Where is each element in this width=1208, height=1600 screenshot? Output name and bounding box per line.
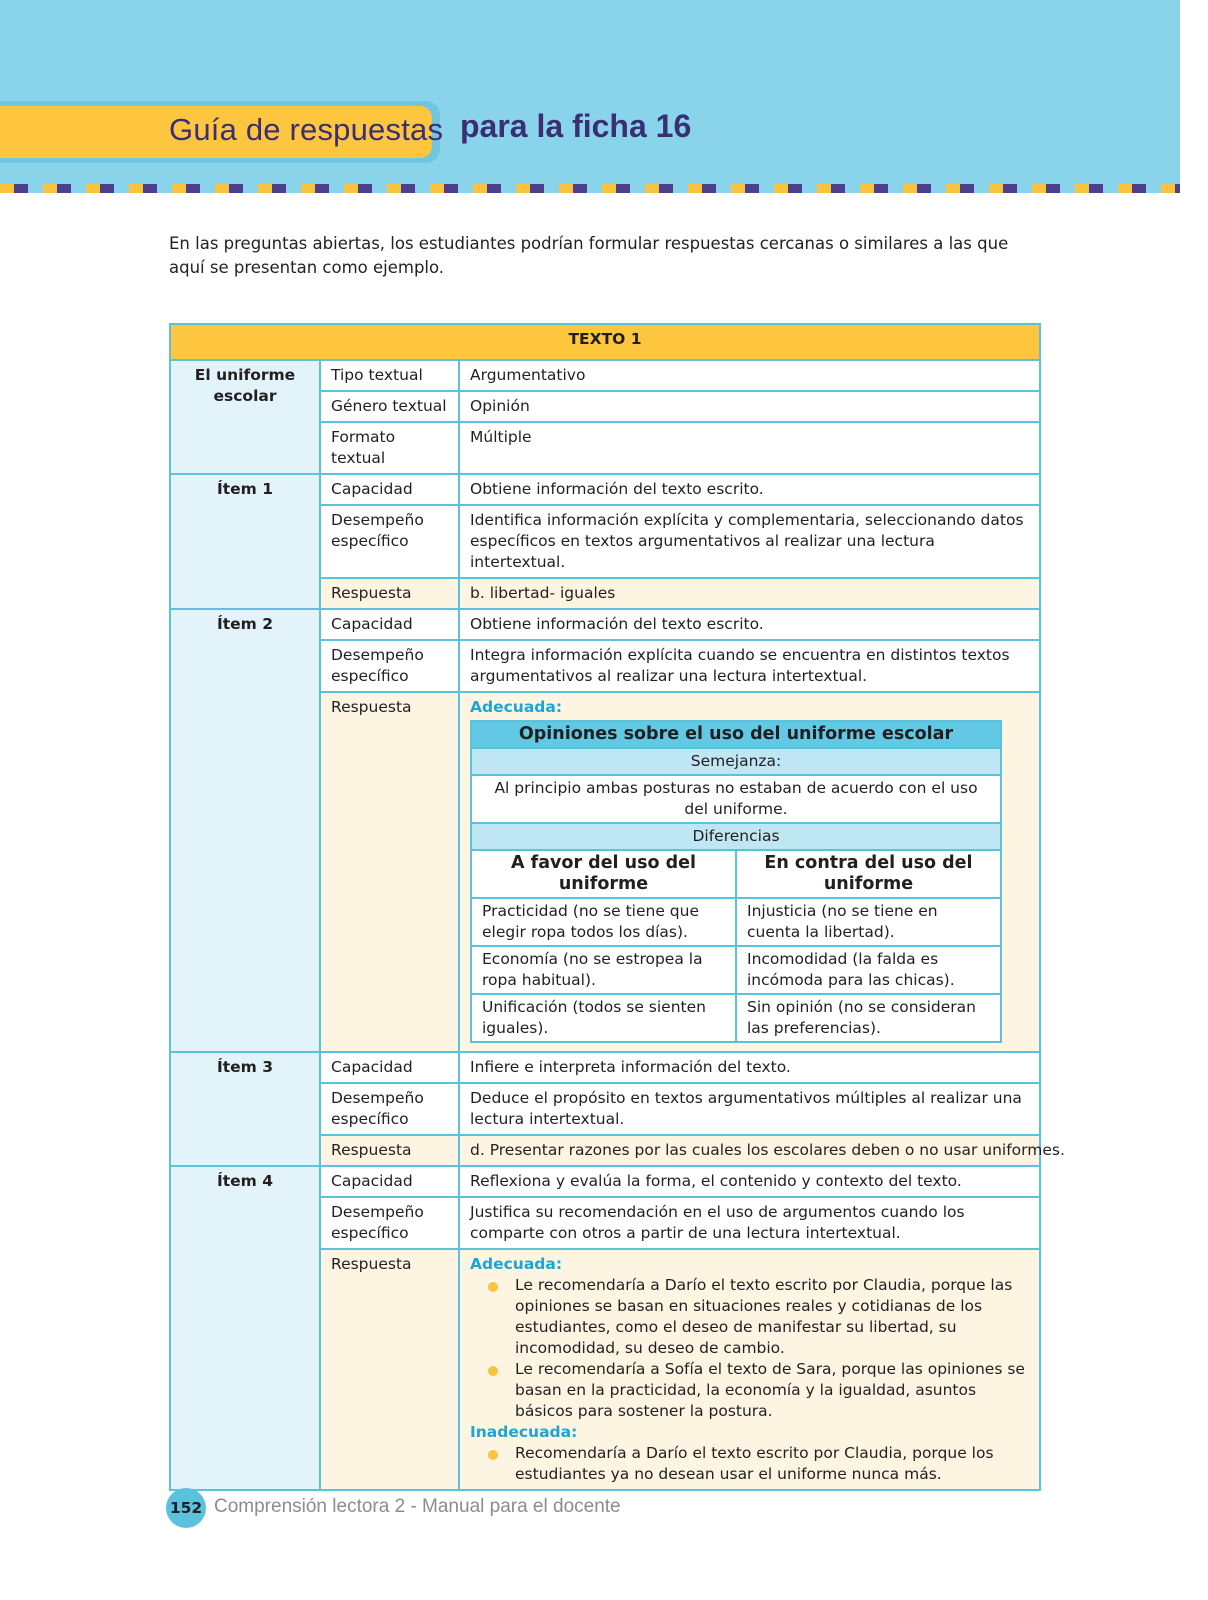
- bullet-icon: [488, 1450, 498, 1460]
- favor-cell: Practicidad (no se tiene que elegir ropa todos los días).: [471, 898, 736, 946]
- favor-cell: Unificación (todos se sienten iguales).: [471, 994, 736, 1042]
- row-value: Justifica su recomendación en el uso de argumentos cuando los comparte con otros a partir de una lectura intertextual.: [459, 1197, 1040, 1249]
- answer-value: b. libertad- iguales: [459, 578, 1040, 609]
- row-label: Formato textual: [320, 422, 459, 474]
- page-subtitle: para la ficha 16: [460, 108, 692, 144]
- similarity-text: Al principio ambas posturas no estaban de acuerdo con el uso del uniforme.: [471, 775, 1001, 823]
- table-heading: TEXTO 1: [170, 324, 1040, 360]
- intro-paragraph: En las preguntas abiertas, los estudiantes podrían formular respuestas cercanas o similares a las que aquí se presentan como ejemplo.: [169, 234, 1009, 277]
- section-label-item-3: Ítem 3: [170, 1052, 320, 1166]
- row-label: Respuesta: [320, 578, 459, 609]
- row-label: Capacidad: [320, 1166, 459, 1197]
- bullet-icon: [488, 1282, 498, 1292]
- page-title: Guía de respuestas: [169, 112, 444, 147]
- row-value: Reflexiona y evalúa la forma, el contenido y contexto del texto.: [459, 1166, 1040, 1197]
- row-label: Desempeño específico: [320, 640, 459, 692]
- inadequate-list: [470, 1443, 1029, 1485]
- row-value: Identifica información explícita y complementaria, seleccionando datos específicos en textos argumentativos al realizar una lectura intertextual.: [459, 505, 1040, 578]
- row-label: Género textual: [320, 391, 459, 422]
- opinions-table-title: Opiniones sobre el uso del uniforme escolar: [471, 721, 1001, 748]
- row-label: Desempeño específico: [320, 1083, 459, 1135]
- row-value: Obtiene información del texto escrito.: [459, 609, 1040, 640]
- adequate-label: Adecuada:: [470, 1255, 563, 1273]
- row-label: Desempeño específico: [320, 505, 459, 578]
- row-label: Capacidad: [320, 1052, 459, 1083]
- section-label-item-1: Ítem 1: [170, 474, 320, 609]
- header-stripe: [0, 184, 1180, 193]
- page-number: 152: [166, 1488, 206, 1528]
- answer-cell: [459, 1249, 1040, 1490]
- row-value: Infiere e interpreta información del texto.: [459, 1052, 1040, 1083]
- row-value: Deduce el propósito en textos argumentativos múltiples al realizar una lectura intertextual.: [459, 1083, 1040, 1135]
- row-value: Argumentativo: [459, 360, 1040, 391]
- contra-cell: Incomodidad (la falda es incómoda para las chicas).: [736, 946, 1001, 994]
- section-label-text: El uniforme escolar: [170, 360, 320, 474]
- footer-text: Comprensión lectora 2 - Manual para el docente: [214, 1496, 621, 1517]
- answer-table: [169, 323, 1065, 1491]
- row-label: Capacidad: [320, 474, 459, 505]
- adequate-label: Adecuada:: [470, 698, 563, 716]
- row-value: Múltiple: [459, 422, 1040, 474]
- row-label: Capacidad: [320, 609, 459, 640]
- answer-cell: [459, 692, 1040, 1052]
- contra-cell: Sin opinión (no se consideran las preferencias).: [736, 994, 1001, 1042]
- opinions-table: [470, 720, 1002, 1043]
- section-label-item-2: Ítem 2: [170, 609, 320, 1052]
- column-header-contra: En contra del uso del uniforme: [736, 850, 1001, 898]
- row-label: Respuesta: [320, 692, 459, 1052]
- answer-value: d. Presentar razones por las cuales los escolares deben o no usar uniformes.: [459, 1135, 1040, 1166]
- row-label: Tipo textual: [320, 360, 459, 391]
- row-label: Respuesta: [320, 1135, 459, 1166]
- row-label: Respuesta: [320, 1249, 459, 1490]
- header-band: [0, 0, 1180, 193]
- favor-cell: Economía (no se estropea la ropa habitual).: [471, 946, 736, 994]
- similarity-label: Semejanza:: [471, 748, 1001, 775]
- list-item: Recomendaría a Darío el texto escrito por Claudia, porque los estudiantes ya no desean usar el uniforme nunca más.: [470, 1443, 1029, 1485]
- adequate-list: [470, 1275, 1029, 1422]
- inadequate-label: Inadecuada:: [470, 1423, 578, 1441]
- list-item: Le recomendaría a Darío el texto escrito por Claudia, porque las opiniones se basan en situaciones reales y cotidianas de los estudiantes, como el deseo de manifestar su libertad, su incomodidad, su deseo de cambio.: [470, 1275, 1029, 1359]
- row-value: Obtiene información del texto escrito.: [459, 474, 1040, 505]
- differences-label: Diferencias: [471, 823, 1001, 850]
- section-label-item-4: Ítem 4: [170, 1166, 320, 1490]
- row-label: Desempeño específico: [320, 1197, 459, 1249]
- list-item: Le recomendaría a Sofía el texto de Sara, porque las opiniones se basan en la practicidad, la economía y la igualdad, asuntos básicos para sostener la postura.: [470, 1359, 1029, 1422]
- row-value: Integra información explícita cuando se encuentra en distintos textos argumentativos al realizar una lectura intertextual.: [459, 640, 1040, 692]
- row-value: Opinión: [459, 391, 1040, 422]
- bullet-icon: [488, 1366, 498, 1376]
- contra-cell: Injusticia (no se tiene en cuenta la libertad).: [736, 898, 1001, 946]
- column-header-favor: A favor del uso del uniforme: [471, 850, 736, 898]
